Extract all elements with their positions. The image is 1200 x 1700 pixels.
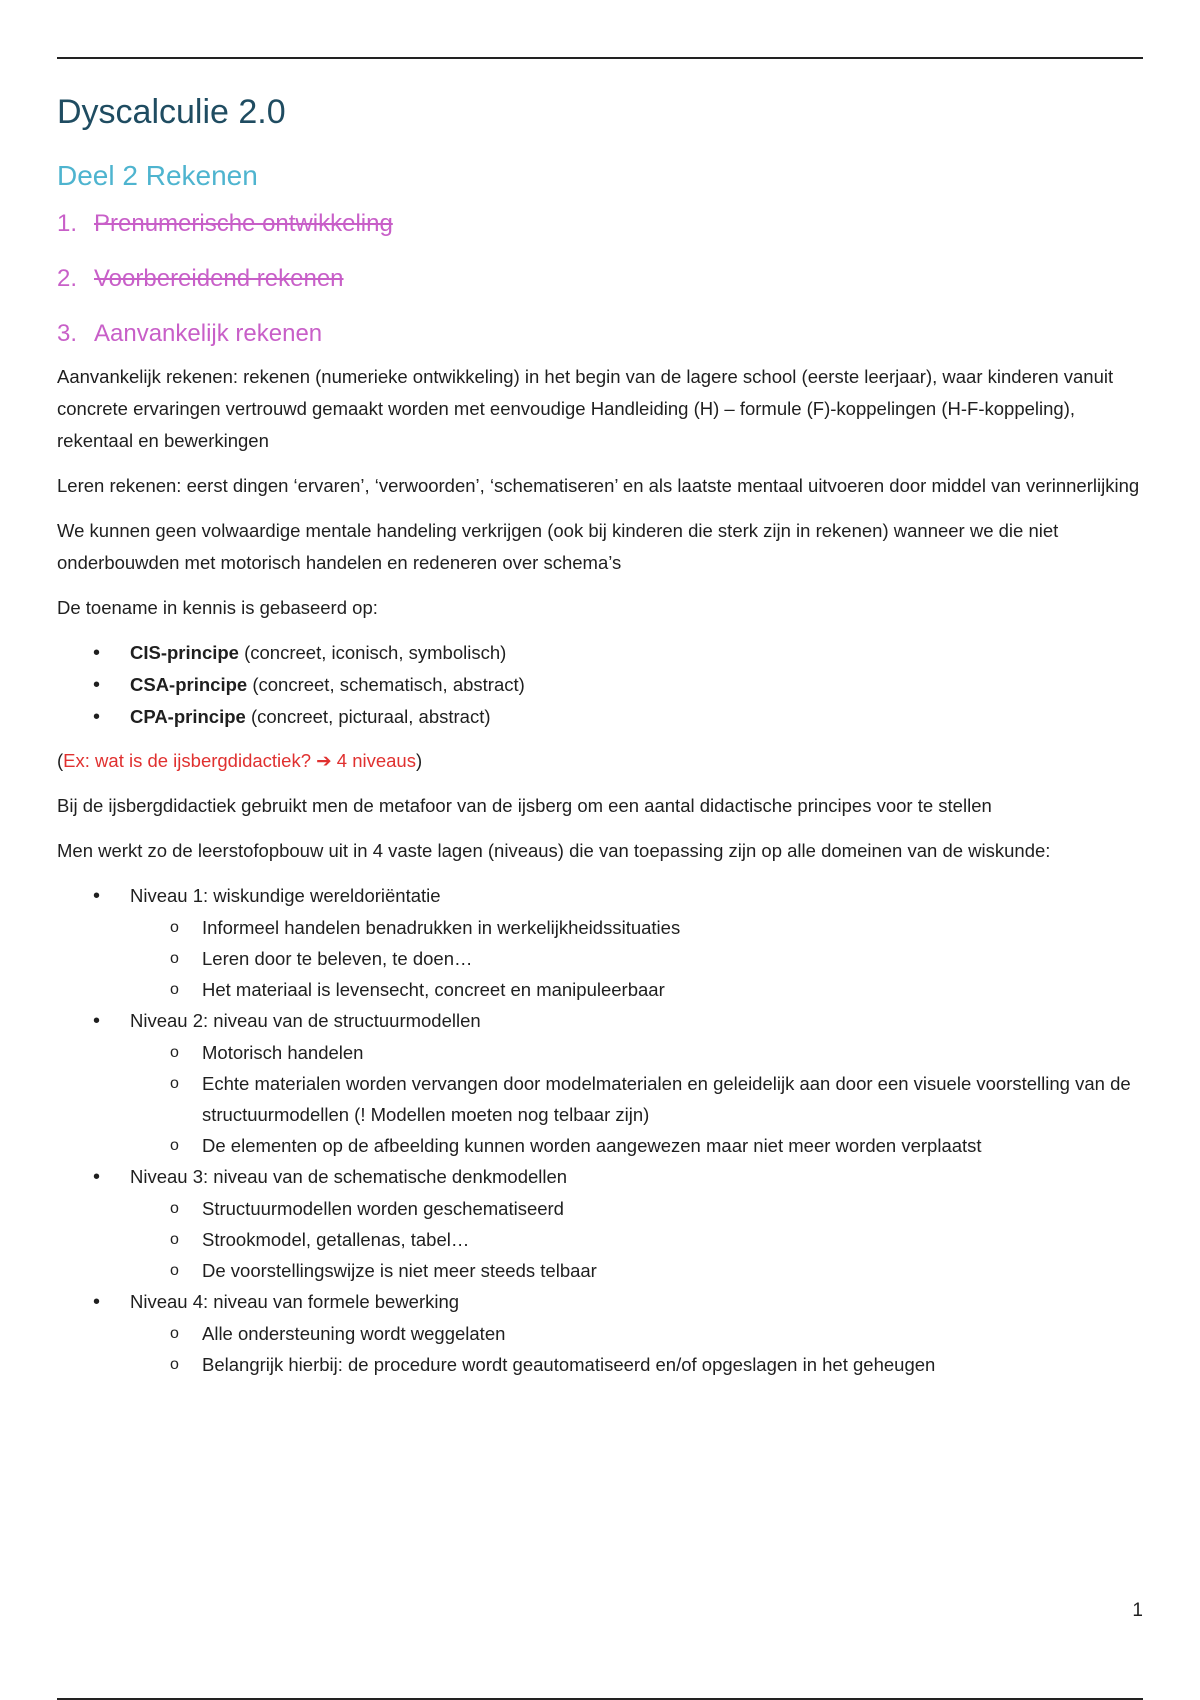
heading-text: Voorbereidend rekenen: [94, 265, 344, 293]
heading-number: 2.: [57, 265, 78, 293]
exam-question: [57, 745, 1143, 777]
principle-name: CIS-principe: [130, 641, 239, 663]
paragraph-ijsberg: Bij de ijsbergdidactiek gebruikt men de metafoor van de ijsberg om een aantal didactische principes voor te stellen: [57, 794, 992, 816]
level-label: Niveau 2: niveau van de structuurmodellen: [130, 1009, 481, 1031]
paren-open: (: [57, 749, 64, 771]
principle-name: CPA-principe: [130, 705, 246, 727]
principles-list: [57, 637, 1143, 733]
document-page: [57, 92, 1143, 1392]
level-item: [57, 1161, 1143, 1286]
sub-item: o Alle ondersteuning wordt weggelaten: [129, 1318, 1143, 1349]
principle-desc: (concreet, schematisch, abstract): [247, 673, 525, 695]
paragraph-mentale-handeling: We kunnen geen volwaardige mentale handeling verkrijgen (ook bij kinderen die sterk zijn in rekenen) wanneer we die niet onderbouwden met motorisch handelen en redeneren over schema’s: [57, 519, 1059, 573]
sub-item: o Informeel handelen benadrukken in werkelijkheidssituaties: [129, 912, 1143, 943]
level-item: [57, 1005, 1143, 1161]
sub-item: o Het materiaal is levensecht, concreet en manipuleerbaar: [129, 974, 1143, 1005]
levels-list: [57, 880, 1143, 1380]
paragraph-lagen: Men werkt zo de leerstofopbouw uit in 4 vaste lagen (niveaus) die van toepassing zijn op alle domeinen van de wiskunde:: [57, 839, 1051, 861]
list-item: [57, 669, 1143, 701]
page-number: 1: [1132, 1600, 1143, 1621]
heading-text: Aanvankelijk rekenen: [94, 319, 323, 347]
sub-item: o Leren door te beleven, te doen…: [129, 943, 1143, 974]
level-item: [57, 880, 1143, 1005]
heading-number: 1.: [57, 210, 78, 238]
heading-aanvankelijk: [57, 320, 1143, 349]
list-item: [57, 701, 1143, 733]
principle-desc: (concreet, picturaal, abstract): [245, 705, 491, 727]
level-item: [57, 1286, 1143, 1380]
level-label: Niveau 1: wiskundige wereldoriëntatie: [130, 884, 441, 906]
paren-close: ): [415, 749, 423, 771]
heading-prenumerische: [57, 210, 1143, 239]
document-title: Dyscalculie 2.0: [57, 93, 286, 131]
heading-text: Prenumerische ontwikkeling: [94, 210, 393, 238]
principle-name: CSA-principe: [130, 673, 248, 695]
paragraph-definition: Aanvankelijk rekenen: rekenen (numerieke ontwikkeling) in het begin van de lagere school (eerste leerjaar), waar kinderen vanuit concrete ervaringen vertrouwd gemaakt worden met eenvoudige Handleiding (H) – formule (F)-koppelingen (H-F-koppeling), rekentaal en bewerkingen: [57, 365, 1114, 451]
heading-number: 3.: [57, 319, 78, 347]
sub-item: o Structuurmodellen worden geschematiseerd: [129, 1193, 1143, 1224]
sub-item: o De voorstellingswijze is niet meer steeds telbaar: [129, 1255, 1143, 1286]
section-subtitle: Deel 2 Rekenen: [57, 159, 258, 191]
heading-voorbereidend: [57, 265, 1143, 294]
sub-item: o De elementen op de afbeelding kunnen worden aangewezen maar niet meer worden verplaatst: [129, 1130, 1143, 1161]
sublist: [130, 912, 1143, 1005]
paragraph-toename: De toename in kennis is gebaseerd op:: [57, 596, 378, 618]
sublist: [130, 1193, 1143, 1286]
level-label: Niveau 3: niveau van de schematische denkmodellen: [130, 1165, 568, 1187]
sub-item: o Echte materialen worden vervangen door modelmaterialen en geleidelijk aan door een visuele voorstelling van de structuurmodellen (! Modellen moeten nog telbaar zijn): [129, 1068, 1143, 1130]
principle-desc: (concreet, iconisch, symbolisch): [238, 641, 507, 663]
sublist: [130, 1037, 1143, 1161]
sub-item: o Belangrijk hierbij: de procedure wordt geautomatiseerd en/of opgeslagen in het geheugen: [129, 1349, 1143, 1380]
sub-item: o Strookmodel, getallenas, tabel…: [129, 1224, 1143, 1255]
top-rule: [57, 57, 1143, 59]
question-text: Ex: wat is de ijsbergdidactiek? ➔ 4 niveaus: [63, 749, 416, 771]
level-label: Niveau 4: niveau van formele bewerking: [130, 1290, 460, 1312]
sub-item: o Motorisch handelen: [129, 1037, 1143, 1068]
list-item: [57, 637, 1143, 669]
paragraph-leren-rekenen: Leren rekenen: eerst dingen ‘ervaren’, ‘verwoorden’, ‘schematiseren’ en als laatste mentaal uitvoeren door middel van verinnerlijking: [57, 474, 1140, 496]
sublist: [130, 1318, 1143, 1380]
